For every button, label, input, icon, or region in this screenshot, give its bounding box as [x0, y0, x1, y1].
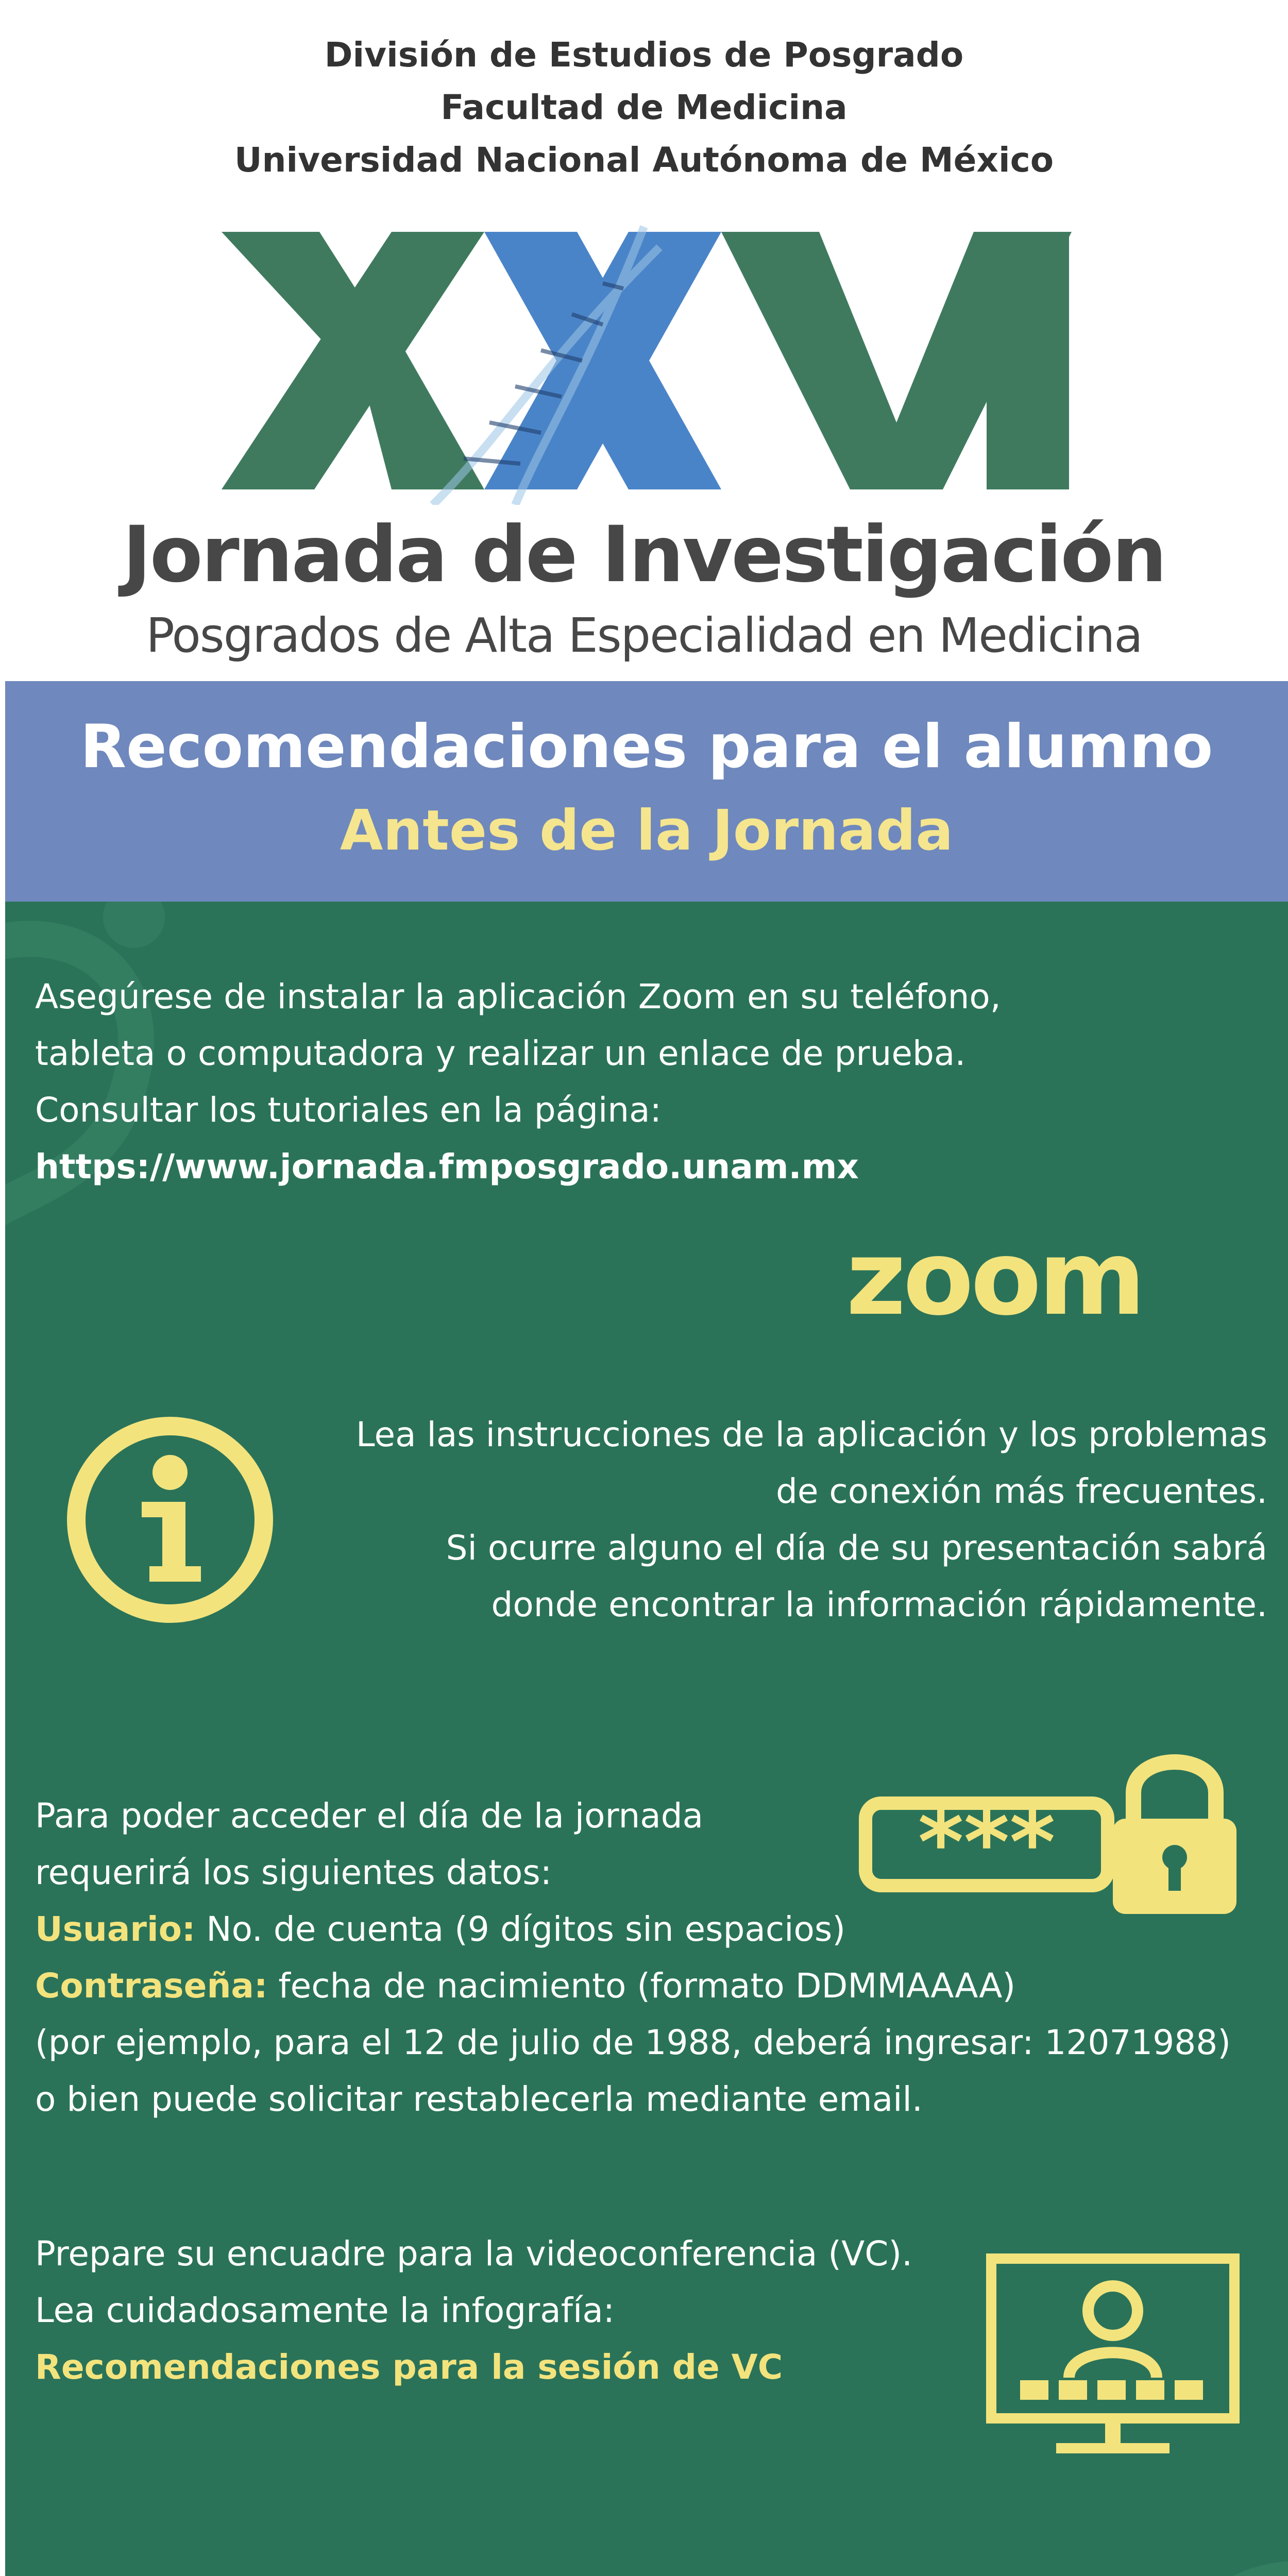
password-lock-icon: [855, 1747, 1247, 1917]
framing-line: Prepare su encuadre para la videoconferencia (VC).: [35, 2234, 913, 2274]
framing-line: Lea cuidadosamente la infografía:: [35, 2291, 615, 2330]
instructions-line: Si ocurre alguno el día de su presentación sabrá: [446, 1528, 1267, 1568]
schedule-line: [294, 2571, 1257, 2576]
access-line: Para poder acceder el día de la jornada: [35, 1796, 704, 1836]
info-icon: [62, 1412, 278, 1628]
zoom-logo-icon: [804, 1231, 1185, 1334]
user-description: No. de cuenta (9 dígitos sin espacios): [195, 1909, 845, 1949]
password-description: fecha de nacimiento (formato DDMMAAAA): [267, 1966, 1016, 2006]
install-zoom-text: [35, 969, 1168, 1195]
instructions-line: donde encontrar la información rápidamente.: [491, 1585, 1267, 1624]
access-line: requerirá los siguientes datos:: [35, 1853, 552, 1892]
zoom-logo-text: zoom: [846, 1231, 1143, 1334]
instructions-line: de conexión más frecuentes.: [775, 1471, 1267, 1511]
instructions-text: [294, 1406, 1267, 1633]
instructions-line: Lea las instrucciones de la aplicación y los problemas: [355, 1415, 1267, 1454]
xxvi-logo: [0, 216, 1288, 505]
framing-text: [35, 2226, 962, 2396]
install-line: Consultar los tutoriales en la página:: [35, 1090, 662, 1130]
videoconference-icon: [984, 2251, 1242, 2463]
password-reset-note: o bien puede solicitar restablecerla mediante email.: [35, 2079, 923, 2119]
banner-title: Recomendaciones para el alumno: [80, 712, 1213, 782]
banner-subtitle: Antes de la Jornada: [340, 799, 954, 863]
password-example: (por ejemplo, para el 12 de julio de 1988, deberá ingresar: 12071988): [35, 2023, 1231, 2062]
header: [0, 0, 1288, 681]
institution-line-1: División de Estudios de Posgrado: [324, 35, 964, 75]
password-label: Contraseña:: [35, 1966, 268, 2006]
svg-text:***: ***: [918, 1792, 1056, 1894]
password-line: [35, 1958, 1282, 2014]
install-line: Asegúrese de instalar la aplicación Zoom en su teléfono,: [35, 977, 1001, 1016]
recommendations-body: [5, 902, 1288, 2576]
institution-line-2: Facultad de Medicina: [440, 88, 848, 127]
install-line: tableta o computadora y realizar un enlace de prueba.: [35, 1033, 966, 1073]
jornada-url-link[interactable]: https://www.jornada.fmposgrado.unam.mx: [35, 1147, 859, 1187]
title-banner: [5, 681, 1288, 902]
vc-recommendations-link[interactable]: Recomendaciones para la sesión de VC: [35, 2347, 783, 2387]
institution-line-3: Universidad Nacional Autónoma de México: [234, 140, 1054, 180]
event-subtitle: Posgrados de Alta Especialidad en Medicina: [146, 608, 1142, 663]
user-label: Usuario:: [35, 1909, 196, 1949]
event-title: Jornada de Investigación: [122, 510, 1166, 600]
schedule-text: [294, 2571, 1257, 2576]
